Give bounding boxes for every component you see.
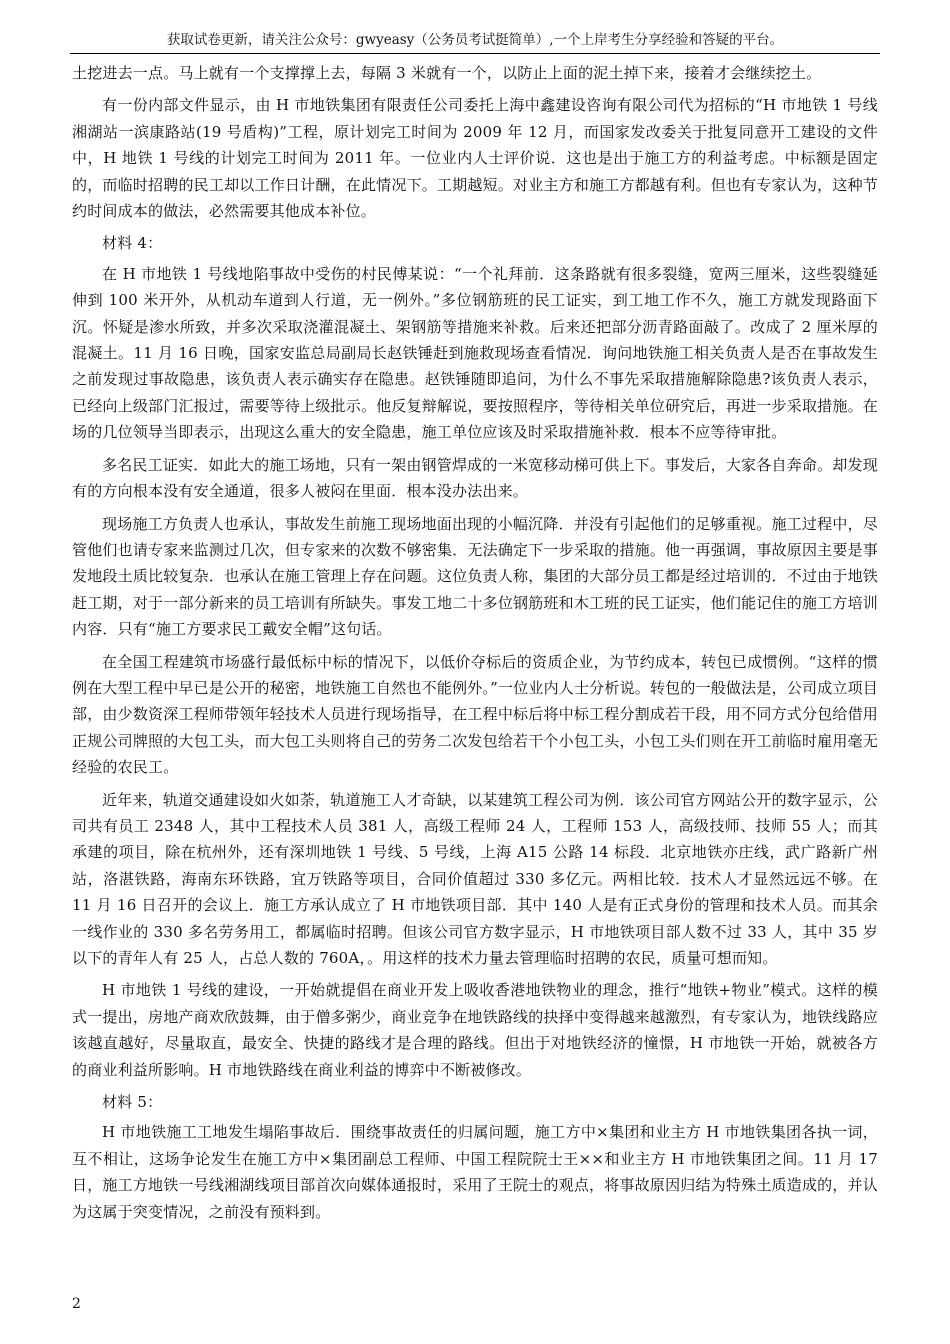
page-header: 获取试卷更新，请关注公众号：gwyeasy（公务员考试挺简单）,一个上岸考生分享经验和答疑的平台。	[166, 32, 784, 48]
paragraph: 在 H 市地铁 1 号线地陷事故中受伤的村民傅某说：“一个礼拜前．这条路就有很多裂缝，宽两三厘米，这些裂缝延伸到 100 米开外，从机动车道到人行道，无一例外。”多位钢筋班的民工证实，到工地工作不久，施工方就发现路面下沉。怀疑是渗水所致，并多次采取浇灌混凝土、架钢筋等措施来补救。后来还把部分沥青路面敲了。改成了 2 厘米厚的混凝土。11 月 16 日晚，国家安监总局副局长赵铁锤赶到施救现场查看情况．询问地铁施工相关负责人是否在事故发生之前发现过事故隐患，该负责人表示确实存在隐患。赵铁锤随即追问，为什么不事先采取措施解除隐患?该负责人表示，已经向上级部门汇报过，需要等待上级批示。他反复辩解说，要按照程序，等待相关单位研究后，再进一步采取措施。在场的几位领导当即表示，出现这么重大的安全隐患，施工单位应该及时采取措施补救．根本不应等待审批。	[72, 264, 878, 442]
page-number: 2	[72, 1296, 81, 1312]
paragraph: 有一份内部文件显示，由 H 市地铁集团有限责任公司委托上海中鑫建设咨询有限公司代为招标的“H 市地铁 1 号线湘湖站一滨康路站(19 号盾构)”工程，原计划完工时间为 2009 年 12 月，而国家发改委关于批复同意开工建设的文件中，H 地铁 1 号线的计划完工时间为 2011 年。一位业内人士评价说．这也是出于施工方的利益考虑。中标额是固定的，而临时招聘的民工却以工作日计酬，在此情况下。工期越短。对业主方和施工方都越有利。但也有专家认为，这种节约时间成本的做法，必然需要其他成本补位。	[72, 96, 878, 221]
paragraph: H 市地铁 1 号线的建设，一开始就提倡在商业开发上吸收香港地铁物业的理念，推行“地铁+物业”模式。这样的模式一提出，房地产商欢欣鼓舞，由于僧多粥少，商业竞争在地铁路线的抉择中变得越来越激烈，有专家认为，地铁线路应该越直越好，尽量取直，最安全、快捷的路线才是合理的路线。但出于对地铁经济的憧憬，H 市地铁一开始，就被各方的商业利益所影响。H 市地铁路线在商业利益的博弈中不断被修改。	[72, 981, 878, 1079]
section-heading-material-4: 材料 4：	[102, 234, 163, 253]
document-body	[72, 60, 878, 1231]
paragraph: 在全国工程建筑市场盛行最低标中标的情况下，以低价夺标后的资质企业，为节约成本，转包已成惯例。“这样的惯例在大型工程中早已是公开的秘密，地铁施工自然也不能例外。”一位业内人士分析说。转包的一般做法是，公司成立项目部，由少数资深工程师带领年轻技术人员进行现场指导，在工程中标后将中标工程分割成若干段，用不同方式分包给借用正规公司牌照的大包工头，而大包工头则将自己的劳务二次发包给若干个小包工头，小包工头们则在开工前临时雇用毫无经验的农民工。	[72, 652, 878, 777]
paragraph: 现场施工方负责人也承认，事故发生前施工现场地面出现的小幅沉降．并没有引起他们的足够重视。施工过程中，尽管他们也请专家来监测过几次，但专家来的次数不够密集．无法确定下一步采取的措施。他一再强调，事故原因主要是事发地段土质比较复杂．也承认在施工管理上存在问题。这位负责人称，集团的大部分员工都是经过培训的．不过由于地铁赶工期，对于一部分新来的员工培训有所缺失。事发工地二十多位钢筋班和木工班的民工证实，他们能记住的施工方培训内容．只有“施工方要求民工戴安全帽”这句话。	[72, 514, 878, 639]
header-divider	[70, 53, 880, 54]
paragraph-continuation: 土挖进去一点。马上就有一个支撑撑上去，每隔 3 米就有一个，以防止上面的泥土掉下来，接着才会继续挖土。	[72, 64, 822, 82]
paragraph: H 市地铁施工工地发生塌陷事故后．围绕事故责任的归属问题，施工方中×集团和业主方 H 市地铁集团各执一词，互不相让，这场争论发生在施工方中×集团副总工程师、中国工程院院士王××和业主方 H 市地铁集团之间。11 月 17 日，施工方地铁一号线湘湖线项目部首次向媒体通报时，采用了王院士的观点，将事故原因归结为特殊土质造成的，并认为这属于突变情况，之前没有预料到。	[72, 1123, 878, 1221]
paragraph: 近年来，轨道交通建设如火如荼，轨道施工人才奇缺，以某建筑工程公司为例．该公司官方网站公开的数字显示，公司共有员工 2348 人，其中工程技术人员 381 人，高级工程师 24 人，工程师 153 人，高级技师、技师 55 人；而其承建的项目，除在杭州外，还有深圳地铁 1 号线、5 号线，上海 A15 公路 14 标段．北京地铁亦庄线，武广路新广州站，洛湛铁路，海南东环铁路，宜万铁路等项目，合同价值超过 330 多亿元。两相比较．技术人才显然远远不够。在 11 月 16 日召开的会议上．施工方承认成立了 H 市地铁项目部．其中 140 人是有正式身份的管理和技术人员。而其余一线作业的 330 多名劳务用工，都属临时招聘。但该公司官方数字显示，H 市地铁项目部人数不过 33 人，其中 35 岁以下的青年人有 25 人，占总人数的 760A，。用这样的技术力量去管理临时招聘的农民，质量可想而知。	[72, 790, 878, 967]
section-heading-material-5: 材料 5：	[102, 1093, 163, 1112]
paragraph: 多名民工证实．如此大的施工场地，只有一架由钢管焊成的一米宽移动梯可供上下。事发后，大家各自奔命。却发现有的方向根本没有安全通道，很多人被闷在里面．根本没办法出来。	[72, 455, 878, 501]
